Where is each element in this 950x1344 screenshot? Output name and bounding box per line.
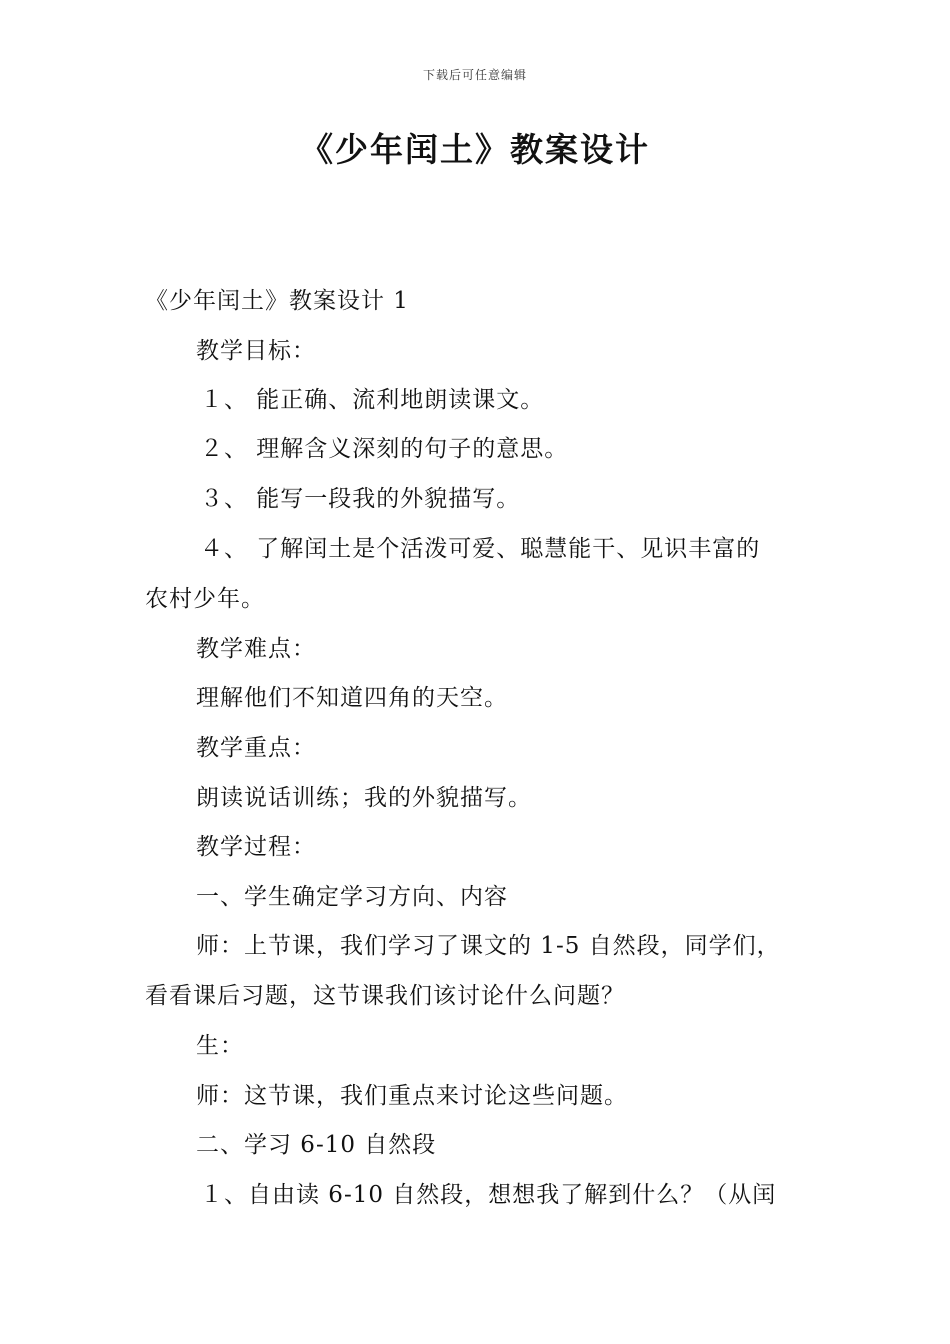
- header-note: 下载后可任意编辑: [422, 68, 527, 82]
- paragraph-line: 教学难点：: [196, 636, 316, 662]
- paragraph-line: ４、 了解闰土是个活泼可爱、聪慧能干、见识丰富的: [200, 536, 761, 562]
- paragraph-line: 教学目标：: [196, 338, 316, 364]
- paragraph-line: 看看课后习题，这节课我们该讨论什么问题？: [145, 983, 625, 1009]
- paragraph-line: 生：: [196, 1033, 244, 1059]
- paragraph-line: 一、学生确定学习方向、内容: [196, 884, 508, 910]
- paragraph-line: ３、 能写一段我的外貌描写。: [200, 486, 521, 512]
- paragraph-line: 教学重点：: [196, 735, 316, 761]
- paragraph-line: 朗读说话训练；我的外貌描写。: [196, 785, 532, 811]
- paragraph-line: 理解他们不知道四角的天空。: [196, 685, 508, 711]
- paragraph-line: 二、学习 6-10 自然段: [196, 1132, 437, 1158]
- document-title: 《少年闰土》教案设计: [300, 130, 650, 169]
- paragraph-line: 教学过程：: [196, 834, 316, 860]
- section-heading: 《少年闰土》教案设计 1: [145, 288, 409, 314]
- paragraph-line: ２、 理解含义深刻的句子的意思。: [200, 436, 569, 462]
- paragraph-line: 师：这节课，我们重点来讨论这些问题。: [196, 1083, 628, 1109]
- paragraph-line: １、 能正确、流利地朗读课文。: [200, 387, 545, 413]
- paragraph-line: １、自由读 6-10 自然段，想想我了解到什么？（从闰: [200, 1182, 777, 1208]
- paragraph-line: 农村少年。: [145, 586, 265, 612]
- paragraph-line: 师：上节课，我们学习了课文的 1-5 自然段，同学们，: [196, 933, 781, 959]
